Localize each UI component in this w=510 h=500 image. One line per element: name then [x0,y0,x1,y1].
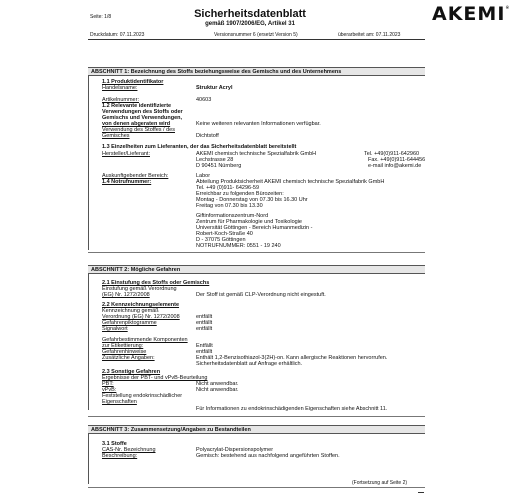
h-1-4: 1.4 Notrufnummer: [102,179,152,185]
continued-note: (Fortsetzung auf Seite 2) [352,480,408,486]
poison-center-line-5: D - 37075 Göttingen [196,237,246,243]
classification-b-label: (EG) Nr. 1272/2008 [102,292,150,298]
document-title: Sicherheitsdatenblatt [194,8,306,20]
emergency-line-1: Abteilung Produktsicherheit AKEMI chemisch technische Spezialfabrik GmbH [196,179,385,185]
footer-rule [88,487,425,488]
components-sub-label: zur Etikettierung: [102,343,144,349]
pictograms-value: entfällt [196,320,213,326]
section-3-header: ABSCHNITT 3: Zusammensetzung/Angaben zu Bestandteilen [88,425,425,434]
additional-info-line-1: Enthält 1,2-Benzisothiazol-3(2H)-on. Kann allergische Reaktionen hervorrufen. [196,355,388,361]
trade-name-label: Handelsname: [102,85,138,91]
labeling-b-value: entfällt [196,314,213,320]
manufacturer-email: e-mail info@akemi.de [368,163,422,169]
vpvb-label: vPvB: [102,387,117,393]
article-number-label: Artikelnummer: [102,97,139,103]
version-number: Versionsnummer 6 (ersetzt Version 5) [214,32,298,38]
manufacturer-fax: Fax. +49(0)911-644456 [368,157,426,163]
section-1-end-rule [88,252,425,253]
pbt-value: Nicht anwendbar. [196,381,239,387]
h-1-2-a: 1.2 Relevante identifizierte [102,103,172,109]
hazard-statements-label: Gefahrenhinweise [102,349,147,355]
components-label: Gefahrbestimmende Komponenten [102,337,188,343]
emergency-line-4: Montag - Donnerstag von 07.30 bis 16.30 Uhr [196,197,308,203]
manufacturer-phone: Tel. +49(0)911-642960 [364,151,420,157]
section-1-header: ABSCHNITT 1: Bezeichnung des Stoffs beziehungsweise des Gemischs und des Unternehmens [88,67,425,76]
endocrine-label-a: Feststellung endokrinschädlicher [102,393,183,399]
use-value: Dichtstoff [196,133,219,139]
poison-center-line-2: Zentrum für Pharmakologie und Toxikologie [196,219,302,225]
additional-info-line-2: Sicherheitsdatenblatt auf Anfrage erhältlich. [196,361,303,367]
labeling-a: Kennzeichnung gemäß [102,308,159,314]
labeling-b-label: Verordnung (EG) Nr. 1272/2008 [102,314,180,320]
cas-value: Polyacrylat-Dispersionspolymer [196,447,274,453]
print-date: Druckdatum: 07.11.2023 [90,32,145,38]
emergency-line-5: Freitag von 07.30 bis 13.30 [196,203,263,209]
additional-info-label: Zusätzliche Angaben: [102,355,155,361]
h-1-2-c: Gemischs und Verwendungen, [102,115,183,121]
section-3-left-rule [88,434,89,484]
relevant-uses-value: Keine weiteren relevanten Informationen verfügbar. [196,121,321,127]
poison-center-line-3: Universität Göttingen - Bereich Humanmedizin - [196,225,313,231]
trade-name-value: Struktur Acryl [196,85,233,91]
emergency-line-3: Erreichbar zu folgenden Bürozeiten: [196,191,284,197]
h-1-2-d: von denen abgeraten wird [102,121,171,127]
section-2-end-rule [88,416,425,417]
description-label: Beschreibung: [102,453,138,459]
section-1-left-rule [88,76,89,186]
classification-a: Einstufung gemäß Verordnung [102,286,177,292]
revised-date: überarbeitet am: 07.11.2023 [338,32,401,38]
manufacturer-line-2: Lechstrasse 28 [196,157,234,163]
section-2-header: ABSCHNITT 2: Mögliche Gefahren [88,265,425,274]
classification-b-value: Der Stoff ist gemäß CLP-Verordnung nicht eingestuft. [196,292,326,298]
h-1-3: 1.3 Einzelheiten zum Lieferanten, der das Sicherheitsdatenblatt bereitstellt [102,144,297,150]
akemi-logo: AKEMI® [432,3,510,25]
signal-word-value: entfällt [196,326,213,332]
section-1-left-rule-2 [88,186,89,250]
h-2-2: 2.2 Kennzeichnungselemente [102,302,180,308]
document-subtitle: gemäß 1907/2006/EG, Artikel 31 [205,21,295,27]
page-number: Seite: 1/8 [90,14,112,20]
h-1-2-b: Verwendungen des Stoffs oder [102,109,183,115]
cas-label: CAS-Nr. Bezeichnung [102,447,156,453]
article-number-value: 40603 [196,97,212,103]
info-area-value: Labor [196,173,211,179]
h-2-3: 2.3 Sonstige Gefahren [102,369,161,375]
signal-word-label: Signalwort [102,326,128,332]
manufacturer-line-1: AKEMI chemisch technische Spezialfabrik GmbH [196,151,317,157]
header-rule [88,39,425,40]
poison-center-line-1: Giftinformationszentrum-Nord [196,213,269,219]
use-label-b: Gemisches [102,133,130,139]
page-mark [418,490,424,493]
manufacturer-line-3: D 90451 Nürnberg [196,163,242,169]
pbt-heading: Ergebnisse der PBT- und vPvB-Beurteilung [102,375,208,381]
poison-center-line-6: NOTRUFNUMMER: 0551 - 19 240 [196,243,281,249]
endocrine-value: Für Informationen zu endokrinschädigenden Eigenschaften siehe Abschnitt 11. [196,406,388,412]
pbt-label: PBT: [102,381,114,387]
poison-center-line-4: Robert-Koch-Straße 40 [196,231,253,237]
pictograms-label: Gefahrenpiktogramme [102,320,157,326]
emergency-line-2: Tel. +49 (0)911- 64296-59 [196,185,260,191]
use-label-a: Verwendung des Stoffes / des [102,127,175,133]
components-value: Entfällt [196,343,213,349]
description-value: Gemisch: bestehend aus nachfolgend angeführten Stoffen. [196,453,340,459]
endocrine-label-b: Eigenschaften [102,399,137,405]
hazard-statements-value: entfällt [196,349,213,355]
section-2-left-rule [88,274,89,410]
manufacturer-label: Hersteller/Lieferant: [102,151,150,157]
h-2-1: 2.1 Einstufung des Stoffs oder Gemischs [102,280,210,286]
h-1-1: 1.1 Produktidentifikator [102,79,164,85]
vpvb-value: Nicht anwendbar. [196,387,239,393]
info-area-label: Auskunftgebender Bereich: [102,173,169,179]
h-3-1: 3.1 Stoffe [102,441,127,447]
